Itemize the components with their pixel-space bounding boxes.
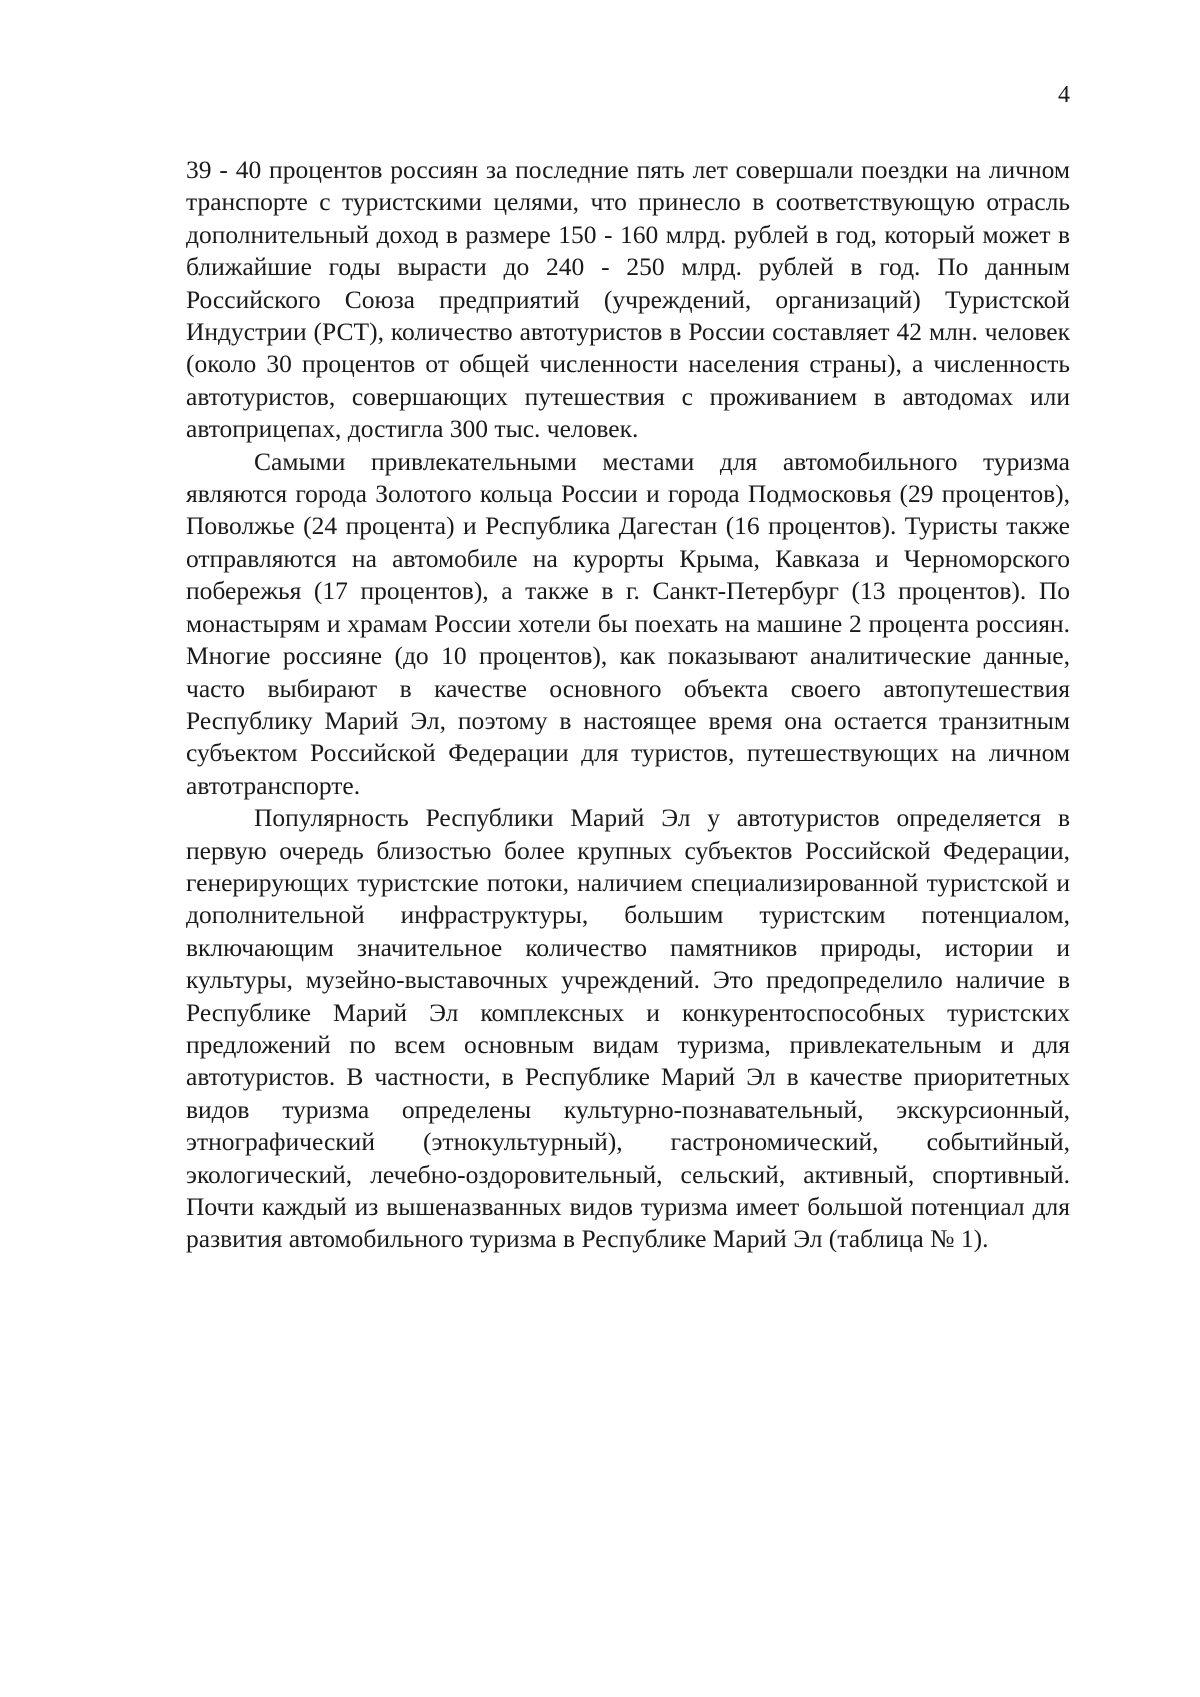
paragraph-autotourist-statistics: 39 - 40 процентов россиян за последние пять лет совершали поездки на личном транспорте с туристскими целями, что принесло в соответствующую отрасль дополнительный доход в размере 150 - 160 млрд. рублей в год, который может в ближайшие годы вырасти до 240 - 250 млрд. рублей в год. По данным Российского Союза предприятий (учреждений, организаций) Туристской Индустрии (РСТ), количество автотуристов в России составляет 42 млн. человек (около 30 процентов от общей численности населения страны), а численность автотуристов, совершающих путешествия с проживанием в автодомах или автоприцепах, достигла 300 тыс. человек. [186, 155, 1070, 444]
paragraph-mari-el-popularity: Популярность Республики Марий Эл у автотуристов определяется в первую очередь близостью более крупных субъектов Российской Федерации, генерирующих туристские потоки, наличием специализированной туристской и дополнительной инфраструктуры, большим туристским потенциалом, включающим значительное количество памятников природы, истории и культуры, музейно-выставочных учреждений. Это предопределило наличие в Республике Марий Эл комплексных и конкурентоспособных туристских предложений по всем основным видам туризма, привлекательным и для автотуристов. В частности, в Республике Марий Эл в качестве приоритетных видов туризма определены культурно-познавательный, экскурсионный, этнографический (этнокультурный), гастрономический, событийный, экологический, лечебно-оздоровительный, сельский, активный, спортивный. Почти каждый из вышеназванных видов туризма имеет большой потенциал для развития автомобильного туризма в Республике Марий Эл (таблица № 1). [186, 803, 1070, 1254]
document-body [186, 154, 1070, 1256]
paragraph-popular-destinations: Самыми привлекательными местами для автомобильного туризма являются города Золотого кольца России и города Подмосковья (29 процентов), Поволжье (24 процента) и Республика Дагестан (16 процентов). Туристы также отправляются на автомобиле на курорты Крыма, Кавказа и Черноморского побережья (17 процентов), а также в г. Санкт-Петербург (13 процентов). По монастырям и храмам России хотели бы поехать на машине 2 процента россиян. Многие россияне (до 10 процентов), как показывают аналитические данные, часто выбирают в качестве основного объекта своего автопутешествия Республику Марий Эл, поэтому в настоящее время она остается транзитным субъектом Российской Федерации для туристов, путешествующих на личном автотранспорте. [186, 446, 1070, 800]
page-number: 4 [1058, 82, 1070, 108]
